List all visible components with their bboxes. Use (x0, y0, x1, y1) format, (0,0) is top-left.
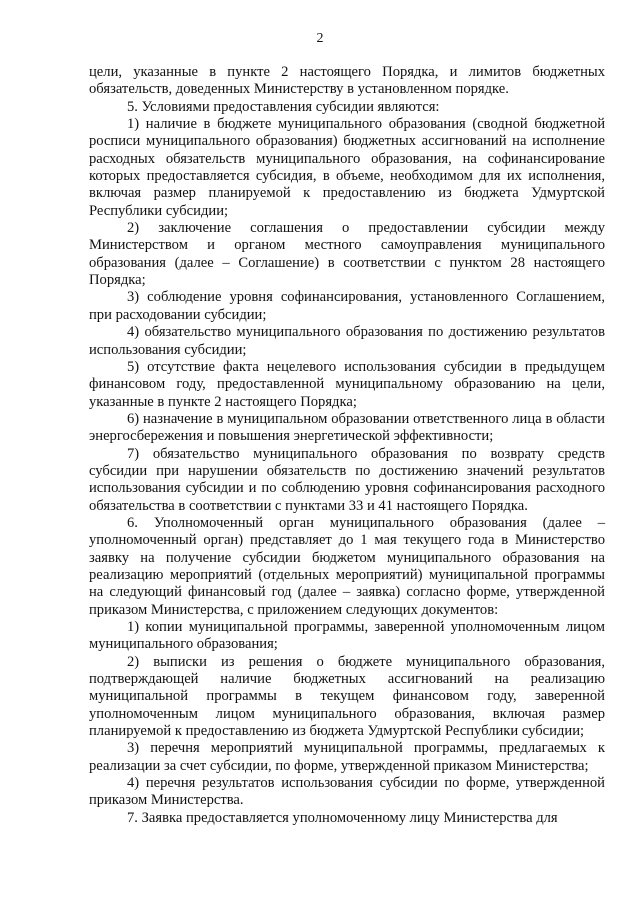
paragraph-item-5-6: 6) назначение в муниципальном образовании ответственного лица в области энергосбережения и повышения энергетической эффективности; (89, 410, 605, 445)
paragraph-item-5-1: 1) наличие в бюджете муниципального образования (сводной бюджетной росписи муниципального образования) бюджетных ассигнований на исполнение расходных обязательств муниципального образования, на софинансирование которых предоставляется субсидия, в объеме, необходимом для их исполнения, включая размер планируемой к предоставлению из бюджета Удмуртской Республики субсидии; (89, 116, 605, 219)
paragraph-item-5-3: 3) соблюдение уровня софинансирования, установленного Соглашением, при расходовании субсидии; (89, 289, 605, 323)
document-body (89, 64, 605, 827)
paragraph-item-5-4: 4) обязательство муниципального образования по достижению результатов использования субсидии; (89, 324, 605, 358)
paragraph-item-5-7: 7) обязательство муниципального образования по возврату средств субсидии при нарушении обязательств по достижению значений результатов использования субсидии и по соблюдению уровня софинансирования расходного обязательства в соответствии с пунктами 33 и 41 настоящего Порядка. (89, 445, 605, 514)
paragraph-continuation: цели, указанные в пункте 2 настоящего Порядка, и лимитов бюджетных обязательств, доведенных Министерству в установленном порядке. (89, 64, 605, 98)
paragraph-item-5-5: 5) отсутствие факта нецелевого использования субсидии в предыдущем финансовом году, предоставленной муниципальному образованию на цели, указанные в пункте 2 настоящего Порядка; (89, 358, 605, 410)
page-number: 2 (316, 31, 324, 46)
paragraph-item-5-2: 2) заключение соглашения о предоставлении субсидии между Министерством и органом местного самоуправления муниципального образования (далее – Соглашение) в соответствии с пунктом 28 настоящего Порядка; (89, 220, 605, 289)
paragraph-item-7: 7. Заявка предоставляется уполномоченному лицу Министерства для (127, 809, 558, 826)
paragraph-item-6: 6. Уполномоченный орган муниципального образования (далее – уполномоченный орган) представляет до 1 мая текущего года в Министерство заявку на получение субсидии бюджетом муниципального образования на реализацию мероприятий (отдельных мероприятий) муниципальной программы на следующий финансовый год (далее – заявка) согласно форме, утвержденной приказом Министерства, с приложением следующих документов: (89, 514, 605, 618)
paragraph-item-6-2: 2) выписки из решения о бюджете муниципального образования, подтверждающей наличие бюджетных ассигнований на реализацию муниципальной программы в текущем финансовом году, заверенной уполномоченным лицом муниципального образования, включая размер планируемой к предоставлению из бюджета Удмуртской Республики субсидии; (89, 653, 605, 740)
paragraph-item-5: 5. Условиями предоставления субсидии являются: (127, 98, 440, 115)
paragraph-item-6-4: 4) перечня результатов использования субсидии по форме, утвержденной приказом Министерства. (89, 775, 605, 809)
paragraph-item-6-1: 1) копии муниципальной программы, заверенной уполномоченным лицом муниципального образования; (89, 619, 605, 653)
paragraph-item-6-3: 3) перечня мероприятий муниципальной программы, предлагаемых к реализации за счет субсидии, по форме, утвержденной приказом Министерства; (89, 740, 605, 774)
